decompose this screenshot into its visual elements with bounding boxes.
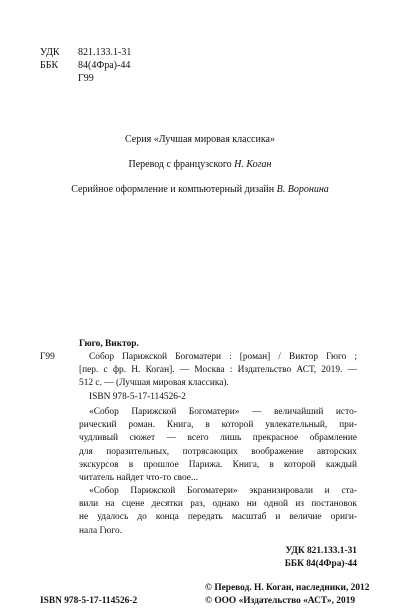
design-line bbox=[0, 183, 400, 196]
annotation-line: для поразительных, потрясающих воображение авторских bbox=[79, 446, 357, 457]
annotation-line: чудливый сюжет — всего лишь прекрасное обрамление bbox=[79, 433, 357, 444]
udk-row bbox=[40, 46, 131, 59]
annotation-line: «Собор Парижской Богоматери» экранизировали и ста- bbox=[89, 486, 357, 496]
annotation-line: «Собор Парижской Богоматери» — величайший истo- bbox=[89, 407, 357, 417]
footer-bbk: ББК 84(4Фра)-44 bbox=[284, 559, 357, 569]
annotation-line: нала Гюго. bbox=[79, 525, 123, 536]
designer-name: В. Воронина bbox=[276, 184, 329, 195]
udk-value: 821.133.1-31 bbox=[78, 47, 132, 58]
bottom-isbn: ISBN 978-5-17-114526-2 bbox=[40, 596, 138, 606]
annotation-paragraph-2 bbox=[79, 485, 357, 538]
catalog-desc-line: Собор Парижской Богоматери : [роман] / Виктор Гюго ; bbox=[89, 352, 357, 362]
annotation-line: экскурсов в прошлое Парижа. Книга, в которой каждый bbox=[79, 459, 357, 470]
catalog-author: Гюго, Виктор. bbox=[79, 339, 139, 349]
header-author-mark: Г99 bbox=[78, 73, 94, 84]
catalog-isbn: ISBN 978-5-17-114526-2 bbox=[89, 392, 186, 402]
bbk-row bbox=[40, 59, 131, 72]
catalog-description bbox=[79, 351, 357, 391]
annotation-line: читатель найдет что-то свое... bbox=[79, 473, 199, 484]
annotation-line: вили на сцене десятки раз, однако ни одной из постановок bbox=[79, 499, 357, 510]
annotation-line: рический роман. Книга, в которой увлекательный, при- bbox=[79, 420, 357, 431]
annotation-line: не удалось до конца передать масштаб и величие ориги- bbox=[79, 512, 357, 523]
udk-label: УДК bbox=[40, 47, 60, 58]
bbk-label: ББК bbox=[40, 60, 59, 71]
translation-line bbox=[0, 158, 400, 171]
footer-udk: УДК 821.133.1-31 bbox=[285, 546, 357, 556]
catalog-author-mark: Г99 bbox=[40, 352, 55, 362]
design-prefix: Серийное оформление и компьютерный дизайн bbox=[71, 184, 277, 195]
translator-name: Н. Коган bbox=[234, 159, 272, 170]
translation-prefix: Перевод с французского bbox=[128, 159, 235, 170]
author-mark-row bbox=[40, 72, 131, 85]
bbk-value: 84(4Фра)-44 bbox=[78, 60, 131, 71]
copyright-publisher: © ООО «Издательство «АСТ», 2019 bbox=[205, 596, 356, 606]
catalog-desc-line: 512 с. — (Лучшая мировая классика). bbox=[79, 378, 229, 389]
series-line: Серия «Лучшая мировая классика» bbox=[125, 134, 275, 145]
header-codes bbox=[40, 46, 131, 85]
catalog-desc-line: [пер. с фр. Н. Коган]. — Москва : Издательство АСТ, 2019. — bbox=[79, 365, 357, 376]
annotation-paragraph-1 bbox=[79, 406, 357, 485]
copyright-translation: © Перевод. Н. Коган, наследники, 2012 bbox=[205, 583, 370, 593]
